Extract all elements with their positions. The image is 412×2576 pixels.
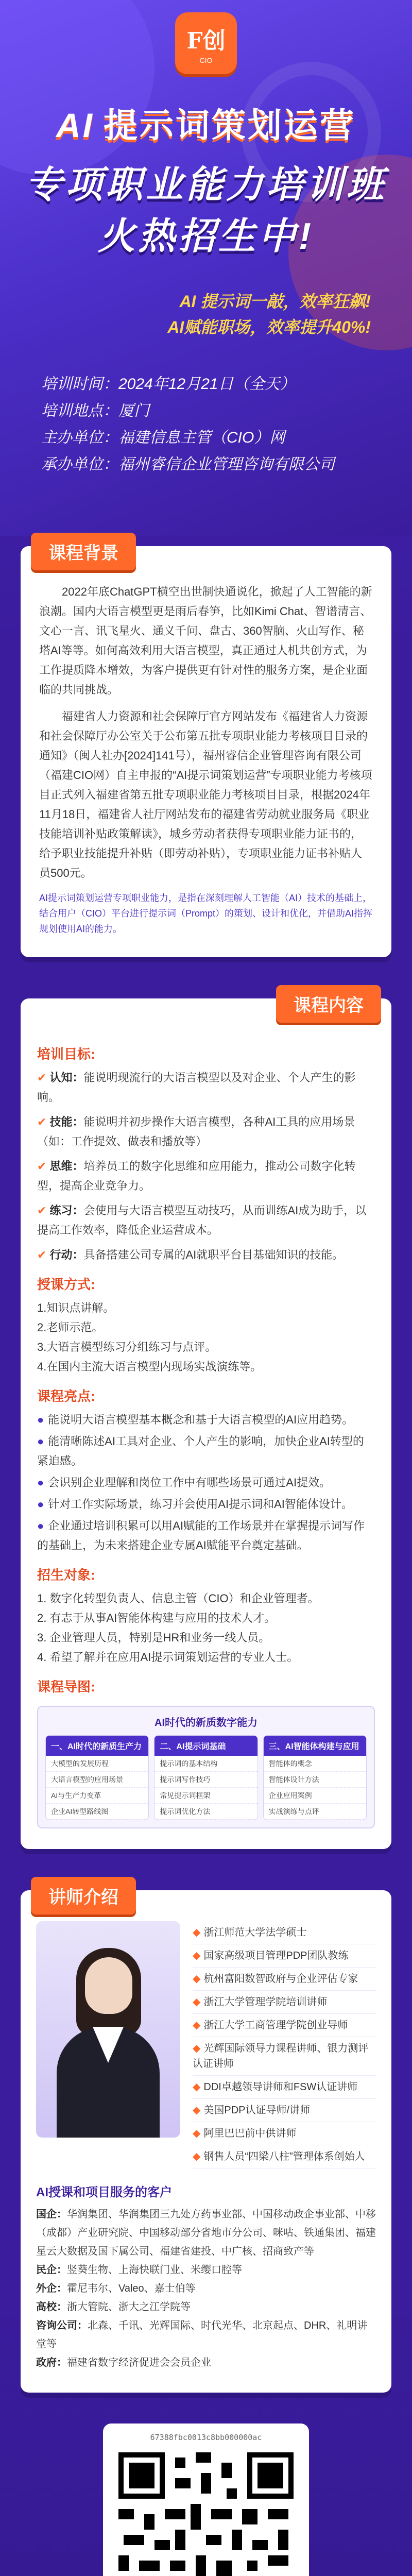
goal-value: 会使用与大语言模型互动技巧，从而训练AI成为助手，以提高工作效率，降低企业运营成本。 [37, 1204, 367, 1236]
goal-key: 练习： [49, 1204, 84, 1217]
goal-item [37, 1201, 375, 1240]
logo-text: F创 [186, 28, 226, 54]
credential-item [193, 2076, 376, 2099]
section-teacher [21, 1890, 391, 2393]
check-icon: ✔ [37, 1204, 47, 1217]
teacher-photo [36, 1921, 180, 2138]
bullet-icon: ◆ [193, 2081, 201, 2093]
map-item: 智能体的概念 [264, 1756, 366, 1772]
method-item: 2.老师示范。 [37, 1321, 104, 1334]
client-item [36, 2261, 376, 2279]
logo-sub: CIO [199, 56, 213, 64]
credential-text: DDI卓越领导讲师和FSW认证讲师 [203, 2081, 358, 2093]
bullet-icon: ◆ [193, 1927, 201, 1938]
client-key: 高校： [36, 2301, 67, 2313]
course-map [37, 1706, 375, 1828]
app-qr-card[interactable] [103, 2424, 309, 2576]
background-paragraph: 福建省人力资源和社会保障厅官方网站发布《福建省人力资源和社会保障厅办公室关于公布第五批专项职业能力考核项目目录的通知》（闽人社办[2024]141号），福州睿信企业管理咨询有限公司（福建CIO网）自主申报的“AI提示词策划运营”专项职业能力考核项目正式列入福建省第五批专项职业能力考核项目目录，根据2024年11月18日，福建省人社厅网站发布的福建省劳动就业服务局《职业技能培训补贴政策解读》，城乡劳动者获得专项职业能力证书的，给予职业技能提升补贴（即劳动补贴），专项职业能力证书补贴人员500元。 [39, 710, 372, 879]
qr-code-text: 67388fbc0013c8bb000000ac [150, 2433, 262, 2442]
client-key: 外企： [36, 2283, 67, 2294]
teacher-credentials [193, 1921, 376, 2168]
highlight-item [37, 1410, 375, 1430]
slogan-1: AI 提示词一敲，效率狂飙! [179, 292, 371, 311]
credential-item [193, 2099, 376, 2122]
goal-value: 能说明并初步操作大语言模型，各种AI工具的应用场景（如：工作提效、做表和播放等） [37, 1115, 355, 1148]
audience-item: 1. 数字化转型负责人、信息主管（CIO）和企业管理者。 [37, 1592, 319, 1605]
bullet-icon: ● [37, 1498, 44, 1511]
goals-title: 培训目标: [37, 1046, 95, 1062]
info-row: 培训地点：厦门 [41, 402, 149, 419]
photo-head [85, 1957, 132, 2014]
credential-item [193, 1921, 376, 1944]
client-item [36, 2316, 376, 2353]
section-tag-teacher: 讲师介绍 [31, 1877, 136, 1914]
background-paragraph: 2022年底ChatGPT横空出世制快通说化，掀起了人工智能的新浪潮。国内大语言模型更是雨后春笋，比如Kimi Chat、智谱清言、文心一言、讯飞星火、通义千问、盘古、360智脑、火山写作、秘塔AI等等。如何高效利用大语言模型，真正通过人机共创方式，为工作提质降本增效，为客户提供更有针对性的服务方案，是企业面临的共同挑战。 [39, 585, 372, 696]
hero-title-text: 提示词策划运营 [104, 106, 356, 144]
credential-item [193, 2122, 376, 2145]
method-item: 4.在国内主流大语言模型内现场实战演练等。 [37, 1360, 262, 1373]
goal-value: 具备搭建公司专属的AI就职平台目基础知识的技能。 [83, 1248, 344, 1261]
method-item: 1.知识点讲解。 [37, 1301, 115, 1314]
map-item: 企业应用案例 [264, 1788, 366, 1804]
credential-text: 国家高级项目管理PDP团队教练 [203, 1950, 349, 1961]
bullet-icon: ◆ [193, 2128, 201, 2139]
client-value: 竖葵生物、上海快联门业、米缨口腔等 [67, 2264, 242, 2276]
client-item [36, 2353, 376, 2372]
check-icon: ✔ [37, 1071, 47, 1084]
client-title: AI授课和项目服务的客户 [36, 2185, 172, 2199]
hero-title-ai: AI [56, 106, 94, 144]
client-value: 浙大管院、浙大之江学院等 [67, 2301, 191, 2313]
slogan-2: AI赋能职场，效率提升40%! [167, 318, 371, 336]
hero-info [41, 371, 335, 478]
highlight-text: 针对工作实际场景，练习并会使用AI提示词和AI智能体设计。 [48, 1498, 353, 1511]
credential-text: 浙江大学管理学院培训讲师 [203, 1996, 328, 2008]
client-item [36, 2279, 376, 2298]
bullet-icon: ◆ [193, 2151, 201, 2162]
highlight-item [37, 1495, 375, 1514]
highlight-item [37, 1432, 375, 1471]
method-item: 3.大语言模型练习分组练习与点评。 [37, 1341, 217, 1353]
info-row: 培训时间：2024年12月21日（全天） [41, 376, 296, 393]
map-item: 常见提示词框架 [154, 1788, 257, 1804]
client-value: 霍尼韦尔、Valeo、嘉士伯等 [67, 2283, 196, 2294]
credential-text: 美国PDP认证导师/讲师 [203, 2105, 311, 2116]
goal-key: 认知： [49, 1071, 84, 1084]
goal-key: 行动： [49, 1248, 84, 1261]
goal-item [37, 1068, 375, 1107]
teacher-top [36, 1921, 376, 2168]
highlights-list [37, 1410, 375, 1555]
highlight-text: 能清晰陈述AI工具对企业、个人产生的影响，加快企业AI转型的紧迫感。 [37, 1435, 364, 1467]
info-row: 承办单位：福州睿信企业管理咨询有限公司 [41, 456, 335, 473]
audience-item: 3. 企业管理人员，特别是HR和业务一线人员。 [37, 1631, 270, 1644]
client-key: 咨询公司： [36, 2320, 88, 2331]
app-qr-wrap [103, 2424, 309, 2576]
decor-blob [0, 0, 154, 175]
section-tag-course: 课程内容 [276, 985, 381, 1023]
map-column-header: 二、AI提示词基础 [154, 1736, 257, 1756]
check-icon: ✔ [37, 1160, 47, 1173]
goal-value: 能说明现流行的大语言模型以及对企业、个人产生的影响。 [37, 1071, 356, 1104]
highlight-text: 会识别企业理解和岗位工作中有哪些场景可通过AI提效。 [48, 1476, 331, 1489]
audience-item: 2. 有志于从事AI智能体构建与应用的技术人才。 [37, 1612, 276, 1624]
hero-title [56, 98, 356, 147]
bullet-icon: ● [37, 1519, 44, 1532]
goal-item [37, 1112, 375, 1151]
audience-item: 4. 希望了解并在应用AI提示词策划运营的专业人士。 [37, 1651, 299, 1664]
map-item: 大语言模型的应用场景 [46, 1772, 148, 1788]
client-key: 民企： [36, 2264, 67, 2276]
credential-text: 杭州富阳数智政府与企业评估专家 [203, 1973, 358, 1985]
goals-list [37, 1068, 375, 1265]
check-icon: ✔ [37, 1248, 47, 1261]
client-key: 政府： [36, 2357, 67, 2368]
credential-text: 阿里巴巴前中供讲师 [203, 2128, 297, 2139]
goal-value: 培养员工的数字化思维和应用能力，推动公司数字化转型，提高企业竞争力。 [37, 1160, 356, 1192]
bullet-icon: ● [37, 1476, 44, 1489]
map-item: AI与生产力变革 [46, 1788, 148, 1804]
info-row: 主办单位：福建信息主管（CIO）网 [41, 429, 285, 446]
bullet-icon: ◆ [193, 1973, 201, 1985]
client-list [36, 2205, 376, 2372]
goal-key: 思维： [49, 1160, 84, 1173]
map-item: 智能体设计方法 [264, 1772, 366, 1788]
client-value: 北森、千讯、光辉国际、时代光华、北京起点、DHR、礼明讲堂等 [36, 2320, 368, 2350]
credential-text: 浙江师范大学法学硕士 [203, 1927, 307, 1938]
highlight-item [37, 1473, 375, 1493]
credential-text: 钢售人员“四梁八柱”管理体系创始人 [203, 2151, 365, 2162]
audience-title: 招生对象: [37, 1567, 95, 1583]
course-map-column [154, 1735, 258, 1820]
hero-title-row [0, 98, 412, 147]
credential-text: 光辉国际领导力课程讲师、银力测评认证讲师 [193, 2043, 369, 2070]
check-icon: ✔ [37, 1115, 47, 1128]
highlight-item [37, 1516, 375, 1555]
bullet-icon: ◆ [193, 1950, 201, 1961]
goal-item [37, 1157, 375, 1196]
credential-text: 浙江大学工商管理学院创业导师 [203, 2020, 348, 2031]
credential-item [193, 1991, 376, 2014]
highlight-text: 能说明大语言模型基本概念和基于大语言模型的AI应用趋势。 [48, 1413, 354, 1426]
course-map-columns [45, 1735, 367, 1820]
hero-subtitle-2: 火热招生中! [98, 216, 314, 257]
method-list [37, 1298, 375, 1377]
map-heading: 课程导图: [37, 1679, 95, 1694]
map-item: 提示词优化方法 [154, 1804, 257, 1820]
bullet-icon: ◆ [193, 2043, 201, 2054]
logo [175, 12, 237, 74]
section-tag-background: 课程背景 [31, 533, 136, 570]
background-note: AI提示词策划运营专项职业能力，是指在深刻理解人工智能（AI）技术的基础上，结合用户（CIO）平台进行提示词（Prompt）的策划、设计和优化，并借助AI指挥规划使用AI的能力。 [39, 893, 373, 934]
credential-item [193, 2014, 376, 2037]
map-item: 大模型的发展历程 [46, 1756, 148, 1772]
credential-item [193, 1968, 376, 1991]
section-course [21, 998, 391, 1849]
highlight-text: 企业通过培训积累可以用AI赋能的工作场景并在掌握提示词写作的基础上，为未来搭建企业专属AI赋能平台奠定基础。 [37, 1519, 365, 1552]
map-item: 提示词写作技巧 [154, 1772, 257, 1788]
method-title: 授课方式: [37, 1277, 95, 1292]
qr-code-svg [113, 2447, 299, 2576]
map-item: 提示词的基本结构 [154, 1756, 257, 1772]
map-item: 实战演练与点评 [264, 1804, 366, 1820]
goal-item [37, 1245, 375, 1265]
map-column-header: 三、AI智能体构建与应用 [264, 1736, 366, 1756]
bullet-icon: ● [37, 1413, 44, 1426]
map-column-header: 一、AI时代的新质生产力 [46, 1736, 148, 1756]
qr-code-icon[interactable] [113, 2447, 299, 2576]
credential-item [193, 2145, 376, 2168]
course-map-title: AI时代的新质数字能力 [154, 1717, 258, 1728]
course-map-column [263, 1735, 367, 1820]
credential-item [193, 2037, 376, 2076]
credential-item [193, 1944, 376, 1968]
client-item [36, 2205, 376, 2261]
section-background [21, 546, 391, 957]
client-key: 国企： [36, 2209, 67, 2220]
hero-subtitle-1: 专项职业能力培训班 [25, 164, 387, 206]
bullet-icon: ● [37, 1435, 44, 1448]
bullet-icon: ◆ [193, 2105, 201, 2116]
client-value: 华润集团、华润集团三九处方药事业部、中国移动政企事业部、中移（成都）产业研究院、中国移动部分省地市分公司、咪咕、铁通集团、福建星云大数据及国下属公司、福建省建投、中广核、招商致产等 [36, 2209, 376, 2257]
highlights-title: 课程亮点: [37, 1388, 95, 1404]
bullet-icon: ◆ [193, 2020, 201, 2031]
goal-key: 技能： [49, 1115, 84, 1128]
bullet-icon: ◆ [193, 1996, 201, 2008]
hero-banner [0, 0, 412, 536]
audience-list [37, 1589, 375, 1667]
client-value: 福建省数字经济促进会会员企业 [67, 2357, 211, 2368]
client-item [36, 2298, 376, 2316]
map-item: 企业AI转型路线图 [46, 1804, 148, 1820]
course-map-column [45, 1735, 149, 1820]
